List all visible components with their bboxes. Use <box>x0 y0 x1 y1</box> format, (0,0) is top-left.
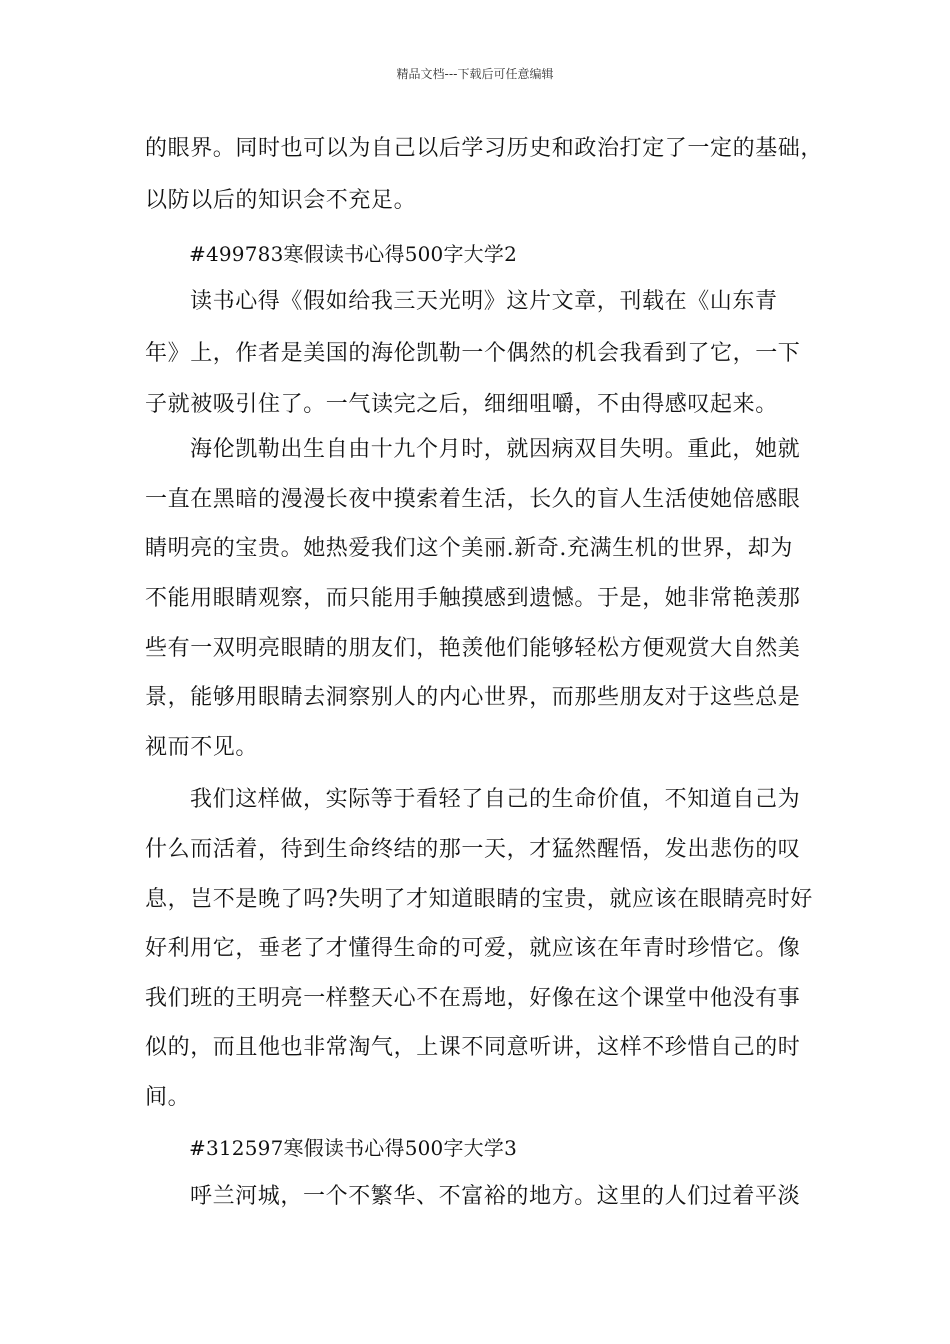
text-line: 呼兰河城，一个不繁华、不富裕的地方。这里的人们过着平淡 <box>190 1184 801 1209</box>
text-line: 一直在黑暗的漫漫长夜中摸索着生活，长久的盲人生活使她倍感眼 <box>145 487 801 512</box>
text-line: 海伦凯勒出生自由十九个月时，就因病双目失明。重此，她就 <box>190 437 801 462</box>
text-line: 读书心得《假如给我三天光明》这片文章，刊载在《山东青 <box>190 289 778 314</box>
text-line: 什么而活着，待到生命终结的那一天，才猛然醒悟，发出悲伤的叹 <box>145 837 801 862</box>
text-line: 视而不见。 <box>145 735 259 760</box>
text-line: 的眼界。同时也可以为自己以后学习历史和政治打定了一定的基础， <box>145 136 824 161</box>
text-line: 睛明亮的宝贵。她热爱我们这个美丽.新奇.充满生机的世界，却为 <box>145 536 793 561</box>
text-line: 我们这样做，实际等于看轻了自己的生命价值，不知道自己为 <box>190 787 801 812</box>
section-heading: #499783寒假读书心得500字大学2 <box>189 242 518 266</box>
text-line: 息，岂不是晚了吗?失明了才知道眼睛的宝贵，就应该在眼睛亮时好 <box>145 887 813 912</box>
text-line: 不能用眼睛观察，而只能用手触摸感到遗憾。于是，她非常艳羡那 <box>145 586 801 611</box>
text-line: 以防以后的知识会不充足。 <box>145 188 417 213</box>
text-line: 好利用它，垂老了才懂得生命的可爱，就应该在年青时珍惜它。像 <box>145 936 801 961</box>
text-line: 间。 <box>145 1085 191 1110</box>
text-line: 子就被吸引住了。一气读完之后，细细咀嚼，不由得感叹起来。 <box>145 392 778 417</box>
page-header: 精品文档---下载后可任意编辑 <box>396 67 554 81</box>
text-line: 年》上，作者是美国的海伦凯勒一个偶然的机会我看到了它，一下 <box>145 341 801 366</box>
section-heading: #312597寒假读书心得500字大学3 <box>189 1136 518 1160</box>
text-line: 似的，而且他也非常淘气，上课不同意听讲，这样不珍惜自己的时 <box>145 1035 801 1060</box>
text-line: 景，能够用眼睛去洞察别人的内心世界，而那些朋友对于这些总是 <box>145 685 801 710</box>
text-line: 些有一双明亮眼睛的朋友们，艳羡他们能够轻松方便观赏大自然美 <box>145 636 801 661</box>
text-line: 我们班的王明亮一样整天心不在焉地，好像在这个课堂中他没有事 <box>145 986 801 1011</box>
